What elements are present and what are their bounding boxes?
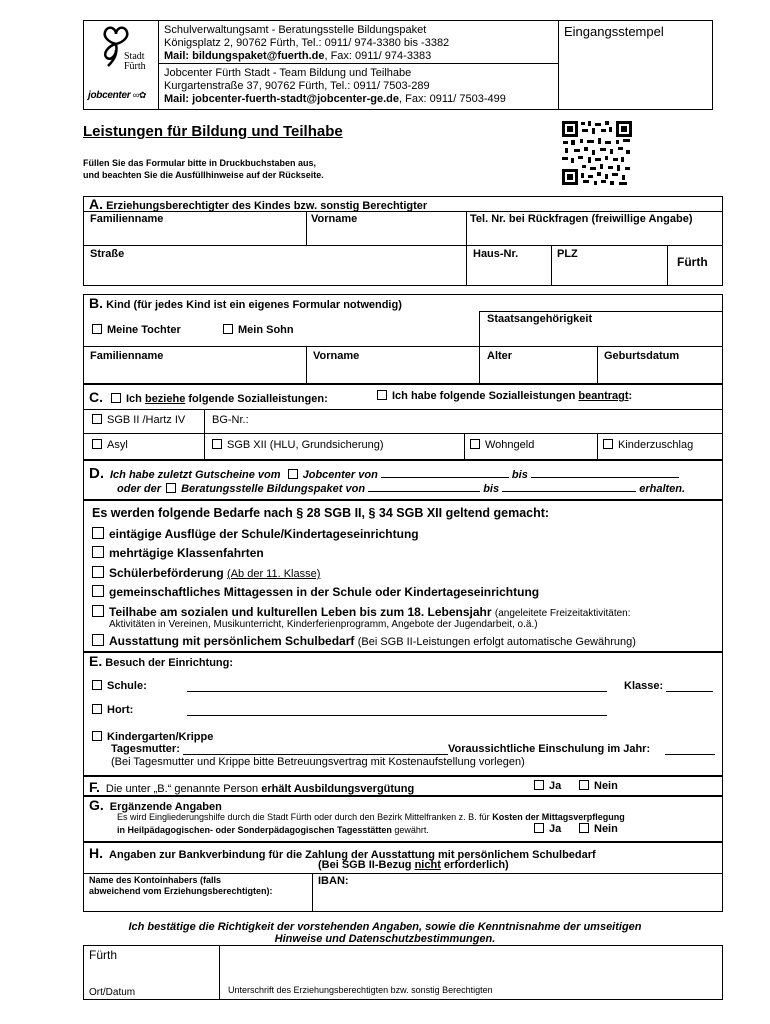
g-line2 xyxy=(117,825,429,835)
logo-stadt: Stadt xyxy=(124,51,145,62)
c-bgnr-label: BG-Nr.: xyxy=(212,414,249,426)
signature-label: Unterschrift des Erziehungsberechtigten bzw. sonstig Berechtigten xyxy=(228,985,493,995)
b-alter-label: Alter xyxy=(487,350,513,362)
g-ja-checkbox[interactable] xyxy=(534,823,544,833)
office1-mail xyxy=(164,50,431,62)
e-schule-checkbox[interactable] xyxy=(92,680,102,690)
b-sohn-option[interactable] xyxy=(223,324,294,336)
h-iban-field[interactable] xyxy=(360,874,720,910)
g-ja-label: Ja xyxy=(549,823,562,835)
d-beratung-von-field[interactable] xyxy=(368,481,480,492)
needs-teilhabe-note: (angeleitete Freizeitaktivitäten: xyxy=(494,608,631,619)
g-line2b: gewährt. xyxy=(394,825,429,835)
e-kiga-option[interactable] xyxy=(92,731,213,743)
c-sgb12-checkbox[interactable] xyxy=(212,439,222,449)
g-line1 xyxy=(117,812,625,822)
section-d-letter: D. xyxy=(89,465,104,482)
section-c-line1 xyxy=(83,409,723,410)
needs-item-teilhabe[interactable] xyxy=(92,605,631,619)
f-text2: erhält Ausbildungsvergütung xyxy=(261,783,415,795)
h-subtitle xyxy=(318,859,509,871)
h-subtitle-a: (Bei SGB II-Bezug xyxy=(318,859,412,871)
c-beziehe-label: beziehe xyxy=(144,393,186,405)
needs-ausstattung-checkbox[interactable] xyxy=(92,634,104,646)
section-b-line2 xyxy=(83,346,723,347)
e-kiga-checkbox[interactable] xyxy=(92,731,102,741)
section-a-title: Erziehungsberechtigter des Kindes bzw. sonstig Berechtigter xyxy=(106,200,428,212)
g-nein-checkbox[interactable] xyxy=(579,823,589,833)
b-geburtsdatum-field[interactable] xyxy=(598,364,722,382)
d-line1 xyxy=(89,465,679,482)
e-kiga-label: Kindergarten/Krippe xyxy=(107,731,214,743)
section-e-heading xyxy=(89,653,233,669)
f-text1: Die unter „B.“ genannte Person xyxy=(105,783,259,795)
header-divider-stamp xyxy=(558,20,559,110)
confirm-line1: Ich bestätige die Richtigkeit der vorstehenden Angaben, sowie die Kenntnisnahme der umseitigen xyxy=(128,921,642,933)
needs-klassenfahrten-checkbox[interactable] xyxy=(92,546,104,558)
e-schule-line[interactable] xyxy=(187,680,607,692)
needs-item-ausfluege[interactable] xyxy=(92,527,419,541)
a-familienname-field[interactable] xyxy=(84,226,305,244)
a-plz-field[interactable] xyxy=(552,262,666,284)
c-folgende-label: folgende Sozialleistungen: xyxy=(188,393,328,405)
a-hausnr-field[interactable] xyxy=(467,262,550,284)
section-c-heading xyxy=(89,389,328,405)
g-ja-option[interactable] xyxy=(534,823,561,835)
b-sohn-checkbox[interactable] xyxy=(223,324,233,334)
b-staat-label: Staatsangehörigkeit xyxy=(487,313,593,325)
b-staat-field[interactable] xyxy=(480,327,722,345)
c-wohngeld-option[interactable] xyxy=(470,439,534,451)
section-c-div2 xyxy=(464,433,465,460)
e-einschulung-label: Voraussichtliche Einschulung im Jahr: xyxy=(448,743,651,755)
signature-ort-label: Ort/Datum xyxy=(89,987,136,998)
e-hort-option[interactable] xyxy=(92,704,133,716)
d-jobcenter-bis-field[interactable] xyxy=(531,467,679,478)
section-b-line1 xyxy=(479,311,723,312)
section-f-letter: F. xyxy=(89,779,100,795)
office2-mail xyxy=(164,93,506,105)
needs-befoerderung-note: (Ab der 11. Klasse) xyxy=(227,568,321,580)
g-nein-option[interactable] xyxy=(579,823,618,835)
signature-ort-value: Fürth xyxy=(89,948,118,962)
e-hort-line[interactable] xyxy=(187,704,607,716)
h-kontoinhaber-line1: Name des Kontoinhabers (falls xyxy=(89,875,222,885)
e-note: (Bei Tagesmutter und Krippe bitte Betreuungsvertrag mit Kostenaufstellung vorlegen) xyxy=(111,756,525,768)
e-klasse-label: Klasse: xyxy=(624,680,664,692)
section-b-title: Kind (für jedes Kind ist ein eigenes Formular notwendig) xyxy=(106,299,402,311)
d-line1a: Ich habe zuletzt Gutscheine vom xyxy=(110,469,281,481)
c-asyl-label: Asyl xyxy=(107,439,128,451)
d-beratungsstelle-checkbox[interactable] xyxy=(166,483,176,493)
h-iban-label: IBAN: xyxy=(318,875,349,887)
g-line2a: in Heilpädagogischen- oder Sonderpädagogischen Tagesstätten xyxy=(117,825,392,835)
d-line2b: Beratungsstelle Bildungspaket von xyxy=(181,483,366,495)
section-b-letter: B. xyxy=(89,295,103,311)
a-familienname-label: Familienname xyxy=(90,213,164,225)
h-subtitle-c: erforderlich) xyxy=(443,859,509,871)
e-klasse-line[interactable] xyxy=(666,680,713,692)
c-wohngeld-checkbox[interactable] xyxy=(470,439,480,449)
qr-code-icon xyxy=(561,120,633,186)
instructions-line1: Füllen Sie das Formular bitte in Druckbuchstaben aus, xyxy=(83,158,317,168)
b-alter-field[interactable] xyxy=(480,364,596,382)
f-nein-label: Nein xyxy=(594,780,618,792)
section-a-heading xyxy=(89,196,427,212)
office1-address: Königsplatz 2, 90762 Fürth, Tel.: 0911/ 974-3380 bis -3382 xyxy=(164,37,450,49)
section-a-line2 xyxy=(83,245,723,246)
b-vorname-field[interactable] xyxy=(307,364,478,382)
d-bis2: bis xyxy=(483,483,500,495)
e-hort-checkbox[interactable] xyxy=(92,704,102,714)
b-familienname-field[interactable] xyxy=(84,364,305,382)
c-beantragt-option[interactable] xyxy=(377,390,632,402)
needs-title: Es werden folgende Bedarfe nach § 28 SGB II, § 34 SGB XII geltend gemacht: xyxy=(92,506,550,520)
b-geburtsdatum-label: Geburtsdatum xyxy=(604,350,680,362)
c-sgb2-option[interactable] xyxy=(92,414,185,426)
section-c-letter: C. xyxy=(89,389,103,405)
confirm-line2: Hinweise und Datenschutzbestimmungen. xyxy=(274,933,496,945)
f-ja-label: Ja xyxy=(549,780,562,792)
d-line2a: oder der xyxy=(117,483,162,495)
section-c-div3 xyxy=(597,433,598,460)
e-tagesmutter-label: Tagesmutter: xyxy=(111,743,180,755)
c-beziehe-checkbox[interactable] xyxy=(111,393,121,403)
section-a-div4 xyxy=(667,245,668,286)
g-nein-label: Nein xyxy=(594,823,618,835)
needs-ausfluege-checkbox[interactable] xyxy=(92,527,104,539)
jobcenter-logo-text: jobcenter xyxy=(88,90,131,101)
section-c-line2 xyxy=(83,433,723,434)
stamp-label: Eingangsstempel xyxy=(564,24,664,39)
h-subtitle-b: nicht xyxy=(414,859,441,871)
needs-teilhabe-checkbox[interactable] xyxy=(92,605,104,617)
header-divider-offices xyxy=(158,63,558,64)
c-sgb2-checkbox[interactable] xyxy=(92,414,102,424)
section-h-letter: H. xyxy=(89,845,103,861)
needs-klassenfahrten-label: mehrtägige Klassenfahrten xyxy=(109,546,264,560)
f-nein-option[interactable] xyxy=(579,780,618,792)
a-tel-field[interactable] xyxy=(467,226,722,244)
office1-fax: , Fax: 0911/ 974-3383 xyxy=(324,50,432,62)
needs-item-mittagessen[interactable] xyxy=(92,585,539,599)
c-kinderzuschlag-option[interactable] xyxy=(603,439,693,451)
needs-teilhabe-label: Teilhabe am sozialen und kulturellen Leben bis zum 18. Lebensjahr xyxy=(109,605,492,619)
e-schule-option[interactable] xyxy=(92,680,147,692)
a-strasse-label: Straße xyxy=(90,248,125,260)
c-colon: : xyxy=(628,390,633,402)
section-e-letter: E. xyxy=(89,653,103,669)
needs-teilhabe-note2: Aktivitäten in Vereinen, Musikunterricht, Kinderferienprogramm, Angebote der Jugendarbeit, o.ä.) xyxy=(109,619,538,630)
b-tochter-checkbox[interactable] xyxy=(92,324,102,334)
office2-mail-address[interactable]: Mail: jobcenter-fuerth-stadt@jobcenter-ge.de xyxy=(164,93,400,105)
office2-address: Kurgartenstraße 37, 90762 Fürth, Tel.: 0911/ 7503-289 xyxy=(164,80,430,92)
b-tochter-option[interactable] xyxy=(92,324,181,336)
section-h-div xyxy=(312,873,313,912)
office2-fax: , Fax: 0911/ 7503-499 xyxy=(399,93,506,105)
needs-ausstattung-note: (Bei SGB II-Leistungen erfolgt automatische Gewährung) xyxy=(357,636,636,648)
a-hausnr-label: Haus-Nr. xyxy=(473,248,519,260)
a-ort-value: Fürth xyxy=(677,255,708,269)
b-tochter-label: Meine Tochter xyxy=(107,324,181,336)
section-a-letter: A. xyxy=(89,196,103,212)
header-divider-logo xyxy=(158,20,159,110)
f-nein-checkbox[interactable] xyxy=(579,780,589,790)
d-bis1: bis xyxy=(511,469,528,481)
c-wohngeld-label: Wohngeld xyxy=(485,439,535,451)
c-kinderzuschlag-label: Kinderzuschlag xyxy=(618,439,694,451)
c-asyl-checkbox[interactable] xyxy=(92,439,102,449)
a-tel-label: Tel. Nr. bei Rückfragen (freiwillige Angabe) xyxy=(470,213,693,225)
section-b-heading xyxy=(89,295,402,311)
needs-ausstattung-label: Ausstattung mit persönlichem Schulbedarf xyxy=(109,634,355,648)
section-g-title: Ergänzende Angaben xyxy=(109,801,222,813)
jobcenter-logo-mark-icon: ∞✿ xyxy=(132,90,147,100)
needs-mittagessen-label: gemeinschaftliches Mittagessen in der Schule oder Kindertageseinrichtung xyxy=(109,585,540,599)
b-vorname-label: Vorname xyxy=(313,350,360,362)
needs-befoerderung-label: Schülerbeförderung xyxy=(109,566,224,580)
office1-name: Schulverwaltungsamt - Beratungsstelle Bildungspaket xyxy=(164,24,427,36)
c-ich-label: Ich xyxy=(126,393,142,405)
e-hort-label: Hort: xyxy=(107,704,134,716)
needs-item-ausstattung[interactable] xyxy=(92,634,636,648)
f-ja-option[interactable] xyxy=(534,780,561,792)
c-bgnr-field[interactable] xyxy=(252,411,720,431)
a-plz-label: PLZ xyxy=(557,248,578,260)
b-familienname-label: Familienname xyxy=(90,350,164,362)
d-jobcenter-von-field[interactable] xyxy=(381,467,509,478)
needs-ausfluege-label: eintägige Ausflüge der Schule/Kindertageseinrichtung xyxy=(109,527,419,541)
g-line1b: Kosten der Mittagsverpflegung xyxy=(492,812,625,822)
c-beantragt-label: beantragt xyxy=(578,390,629,402)
office1-mail-address[interactable]: Mail: bildungspaket@fuerth.de xyxy=(164,50,325,62)
a-vorname-field[interactable] xyxy=(307,226,465,244)
section-c-div1 xyxy=(204,409,205,460)
jobcenter-logo xyxy=(88,90,146,101)
logo-fuerth: Fürth xyxy=(124,61,146,72)
d-line2 xyxy=(117,481,685,495)
c-kinderzuschlag-checkbox[interactable] xyxy=(603,439,613,449)
signature-field[interactable] xyxy=(220,946,722,982)
c-sgb12-option[interactable] xyxy=(212,439,384,451)
d-erhalten: erhalten. xyxy=(639,483,686,495)
needs-mittagessen-checkbox[interactable] xyxy=(92,585,104,597)
d-beratung-bis-field[interactable] xyxy=(502,481,636,492)
needs-item-klassenfahrten[interactable] xyxy=(92,546,264,560)
c-asyl-option[interactable] xyxy=(92,439,128,451)
section-h-title: Angaben zur Bankverbindung für die Zahlung der Ausstattung mit persönlichem Schulbedarf xyxy=(109,849,596,861)
a-strasse-field[interactable] xyxy=(84,262,465,284)
d-jobcenter-checkbox[interactable] xyxy=(288,469,298,479)
office2-name: Jobcenter Fürth Stadt - Team Bildung und Teilhabe xyxy=(164,67,412,79)
page-title: Leistungen für Bildung und Teilhabe xyxy=(83,123,343,140)
g-line1a: Es wird Eingliederungshilfe durch die Stadt Fürth oder durch den Bezirk Mittelfranken z. B. für xyxy=(117,812,490,822)
section-e-title: Besuch der Einrichtung: xyxy=(105,657,234,669)
d-line1b: Jobcenter von xyxy=(302,469,378,481)
needs-item-befoerderung[interactable] xyxy=(92,566,320,580)
section-g-letter: G. xyxy=(89,797,104,813)
b-sohn-label: Mein Sohn xyxy=(238,324,294,336)
section-g-heading xyxy=(89,797,222,813)
c-habe-label: Ich habe folgende Sozialleistungen xyxy=(392,390,576,402)
section-f-text xyxy=(89,779,414,795)
c-sgb2-label: SGB II /Hartz IV xyxy=(107,414,186,426)
c-beantragt-checkbox[interactable] xyxy=(377,390,387,400)
e-schule-label: Schule: xyxy=(107,680,147,692)
c-sgb12-label: SGB XII (HLU, Grundsicherung) xyxy=(227,439,384,451)
f-ja-checkbox[interactable] xyxy=(534,780,544,790)
e-einschulung-line[interactable] xyxy=(665,743,715,755)
needs-befoerderung-checkbox[interactable] xyxy=(92,566,104,578)
e-tagesmutter-line[interactable] xyxy=(183,743,448,755)
a-vorname-label: Vorname xyxy=(311,213,358,225)
instructions-line2: und beachten Sie die Ausfüllhinweise auf der Rückseite. xyxy=(83,170,324,180)
h-kontoinhaber-line2: abweichend vom Erziehungsberechtigten): xyxy=(89,886,273,896)
